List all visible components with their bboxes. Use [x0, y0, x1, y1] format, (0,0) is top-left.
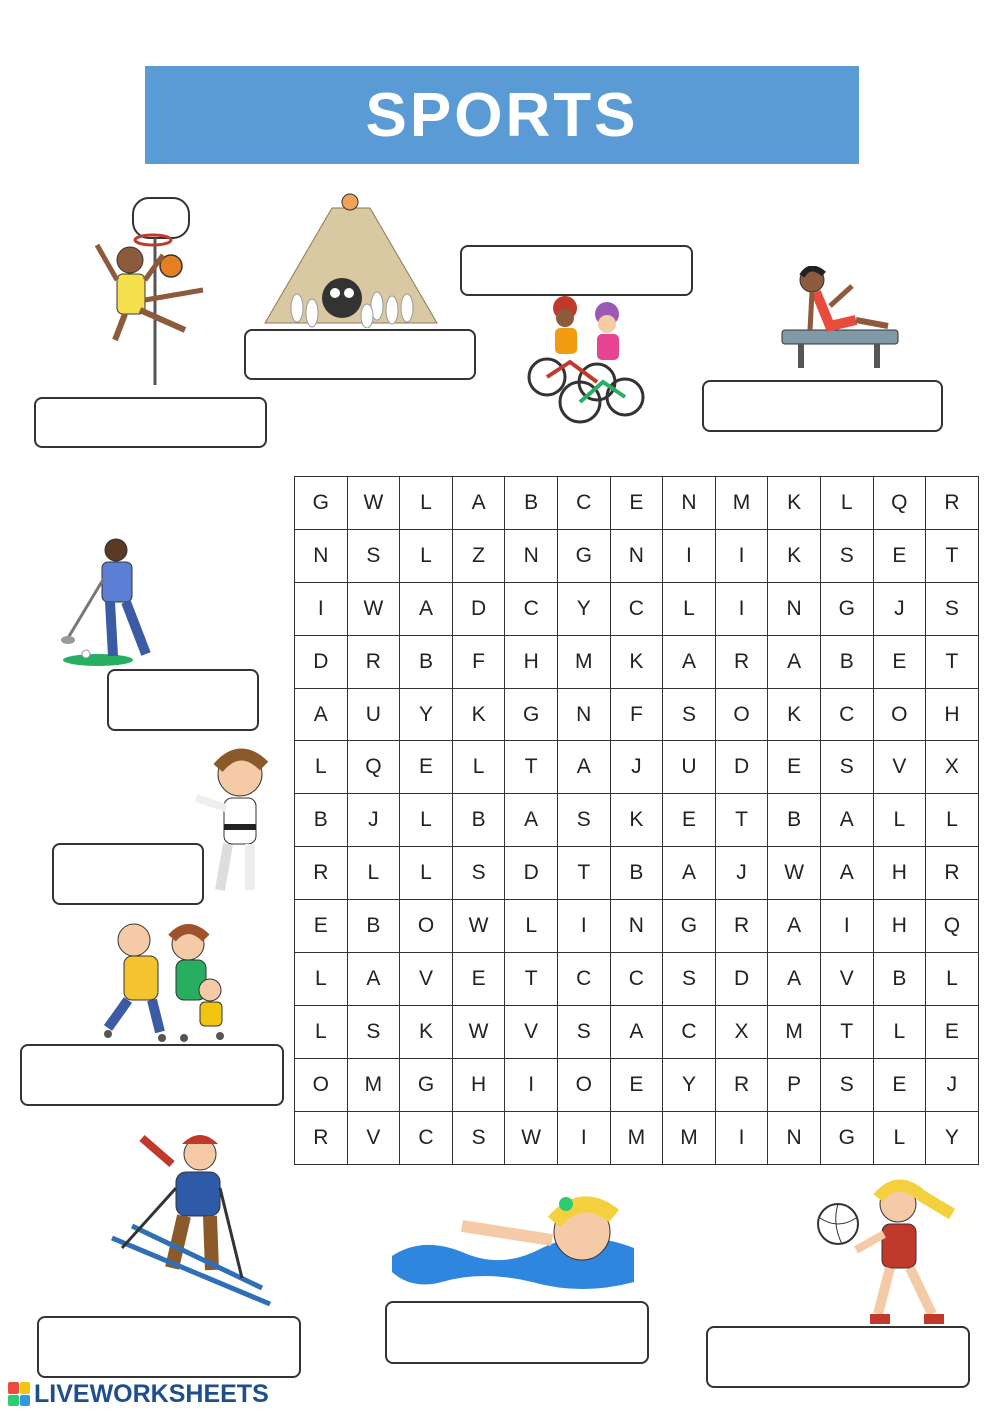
grid-cell[interactable]: S [557, 1005, 610, 1058]
grid-cell[interactable]: G [557, 529, 610, 582]
answer-box-bowling[interactable] [244, 329, 476, 380]
grid-cell[interactable]: W [347, 582, 400, 635]
grid-cell[interactable]: S [347, 1005, 400, 1058]
grid-cell[interactable]: Y [400, 688, 453, 741]
grid-cell[interactable]: T [926, 529, 979, 582]
grid-cell[interactable]: M [715, 477, 768, 530]
grid-cell[interactable]: S [663, 688, 716, 741]
grid-cell[interactable]: N [768, 582, 821, 635]
grid-cell[interactable]: W [452, 900, 505, 953]
grid-cell[interactable]: V [347, 1111, 400, 1164]
grid-cell[interactable]: A [557, 741, 610, 794]
grid-cell[interactable]: H [873, 847, 926, 900]
grid-cell[interactable]: I [505, 1058, 558, 1111]
basketball-player-icon [85, 190, 220, 390]
grid-cell[interactable]: E [400, 741, 453, 794]
grid-cell[interactable]: E [610, 1058, 663, 1111]
grid-cell[interactable]: W [505, 1111, 558, 1164]
grid-cell[interactable]: N [610, 529, 663, 582]
grid-cell[interactable]: Z [452, 529, 505, 582]
grid-cell[interactable]: E [610, 477, 663, 530]
grid-cell[interactable]: A [820, 794, 873, 847]
grid-cell[interactable]: C [400, 1111, 453, 1164]
grid-row [295, 847, 979, 900]
grid-cell[interactable]: S [452, 1111, 505, 1164]
rollerskating-icon [88, 918, 266, 1044]
grid-cell[interactable]: L [400, 529, 453, 582]
grid-cell[interactable]: H [926, 688, 979, 741]
grid-cell[interactable]: V [873, 741, 926, 794]
grid-cell[interactable]: E [873, 635, 926, 688]
grid-cell[interactable]: C [557, 953, 610, 1006]
grid-row [295, 1058, 979, 1111]
grid-cell[interactable]: J [715, 847, 768, 900]
grid-cell[interactable]: K [768, 688, 821, 741]
grid-row [295, 1005, 979, 1058]
grid-row [295, 953, 979, 1006]
grid-cell[interactable]: R [715, 1058, 768, 1111]
skiing-icon [102, 1118, 274, 1316]
grid-cell[interactable]: A [295, 688, 348, 741]
grid-cell[interactable]: G [400, 1058, 453, 1111]
grid-cell[interactable]: B [505, 477, 558, 530]
grid-cell[interactable]: S [663, 953, 716, 1006]
grid-cell[interactable]: H [452, 1058, 505, 1111]
grid-cell[interactable]: R [347, 635, 400, 688]
gymnastics-icon [780, 266, 900, 372]
grid-cell[interactable]: X [715, 1005, 768, 1058]
grid-cell[interactable]: I [557, 900, 610, 953]
grid-cell[interactable]: L [505, 900, 558, 953]
grid-cell[interactable]: K [610, 794, 663, 847]
grid-cell[interactable]: O [715, 688, 768, 741]
grid-cell[interactable]: Y [557, 582, 610, 635]
grid-cell[interactable]: Q [926, 900, 979, 953]
grid-cell[interactable]: C [663, 1005, 716, 1058]
grid-cell[interactable]: A [505, 794, 558, 847]
grid-cell[interactable]: S [557, 794, 610, 847]
grid-cell[interactable]: V [400, 953, 453, 1006]
logo-icon [8, 1382, 30, 1406]
grid-cell[interactable]: O [400, 900, 453, 953]
grid-cell[interactable]: G [295, 477, 348, 530]
grid-cell[interactable]: C [505, 582, 558, 635]
grid-cell[interactable]: B [820, 635, 873, 688]
grid-cell[interactable]: L [873, 1111, 926, 1164]
grid-cell[interactable]: L [926, 953, 979, 1006]
grid-cell[interactable]: A [400, 582, 453, 635]
grid-cell[interactable]: Q [873, 477, 926, 530]
grid-cell[interactable]: I [715, 529, 768, 582]
grid-cell[interactable]: H [505, 635, 558, 688]
grid-cell[interactable]: M [610, 1111, 663, 1164]
grid-cell[interactable]: E [452, 953, 505, 1006]
grid-cell[interactable]: A [663, 847, 716, 900]
grid-cell[interactable]: K [768, 529, 821, 582]
grid-cell[interactable]: L [400, 477, 453, 530]
grid-cell[interactable]: S [820, 741, 873, 794]
grid-cell[interactable]: L [295, 1005, 348, 1058]
grid-cell[interactable]: K [400, 1005, 453, 1058]
grid-cell[interactable]: I [295, 582, 348, 635]
cycling-icon [525, 292, 655, 427]
answer-box-gymnastics[interactable] [702, 380, 943, 432]
grid-cell[interactable]: C [820, 688, 873, 741]
grid-cell[interactable]: B [400, 635, 453, 688]
grid-cell[interactable]: A [768, 635, 821, 688]
grid-cell[interactable]: T [557, 847, 610, 900]
answer-box-basketball[interactable] [34, 397, 267, 448]
grid-cell[interactable]: M [557, 635, 610, 688]
grid-cell[interactable]: G [820, 582, 873, 635]
grid-cell[interactable]: L [400, 847, 453, 900]
grid-cell[interactable]: B [873, 953, 926, 1006]
grid-cell[interactable]: J [873, 582, 926, 635]
grid-row [295, 741, 979, 794]
grid-cell[interactable]: J [610, 741, 663, 794]
grid-cell[interactable]: D [452, 582, 505, 635]
grid-cell[interactable]: S [452, 847, 505, 900]
grid-cell[interactable]: B [295, 794, 348, 847]
grid-cell[interactable]: X [926, 741, 979, 794]
page-title: SPORTS [365, 80, 639, 150]
grid-cell[interactable]: H [873, 900, 926, 953]
grid-cell[interactable]: A [663, 635, 716, 688]
grid-cell[interactable]: G [820, 1111, 873, 1164]
grid-cell[interactable]: F [610, 688, 663, 741]
grid-cell[interactable]: K [610, 635, 663, 688]
grid-cell[interactable]: E [295, 900, 348, 953]
grid-cell[interactable]: M [663, 1111, 716, 1164]
grid-row [295, 582, 979, 635]
grid-cell[interactable]: L [295, 741, 348, 794]
grid-row [295, 529, 979, 582]
grid-cell[interactable]: V [820, 953, 873, 1006]
swimming-icon [382, 1186, 644, 1296]
grid-cell[interactable]: T [505, 953, 558, 1006]
grid-cell[interactable]: M [347, 1058, 400, 1111]
golf-icon [58, 538, 162, 670]
grid-cell[interactable]: G [505, 688, 558, 741]
grid-cell[interactable]: K [452, 688, 505, 741]
grid-cell[interactable]: N [295, 529, 348, 582]
grid-cell[interactable]: L [452, 741, 505, 794]
grid-cell[interactable]: A [347, 953, 400, 1006]
grid-row [295, 635, 979, 688]
title-banner [145, 66, 859, 164]
grid-cell[interactable]: L [820, 477, 873, 530]
grid-cell[interactable]: E [873, 1058, 926, 1111]
grid-cell[interactable]: D [715, 741, 768, 794]
grid-cell[interactable]: A [768, 900, 821, 953]
grid-cell[interactable]: E [873, 529, 926, 582]
volleyball-icon [812, 1174, 962, 1330]
grid-cell[interactable]: J [926, 1058, 979, 1111]
answer-box-skiing[interactable] [37, 1316, 301, 1378]
grid-cell[interactable]: O [557, 1058, 610, 1111]
grid-cell[interactable]: S [820, 529, 873, 582]
grid-cell[interactable]: O [295, 1058, 348, 1111]
grid-cell[interactable]: P [768, 1058, 821, 1111]
grid-cell[interactable]: N [768, 1111, 821, 1164]
grid-cell[interactable]: E [768, 741, 821, 794]
grid-cell[interactable]: S [926, 582, 979, 635]
grid-cell[interactable]: G [663, 900, 716, 953]
grid-cell[interactable]: R [295, 1111, 348, 1164]
grid-cell[interactable]: L [295, 953, 348, 1006]
grid-cell[interactable]: D [715, 953, 768, 1006]
grid-cell[interactable]: L [873, 1005, 926, 1058]
grid-cell[interactable]: N [505, 529, 558, 582]
grid-cell[interactable]: A [452, 477, 505, 530]
answer-box-golf[interactable] [107, 669, 259, 731]
grid-cell[interactable]: T [926, 635, 979, 688]
word-search-grid [294, 476, 979, 1165]
grid-cell[interactable]: S [820, 1058, 873, 1111]
logo-text: LIVEWORKSHEETS [34, 1379, 269, 1408]
grid-cell[interactable]: A [610, 1005, 663, 1058]
grid-cell[interactable]: D [505, 847, 558, 900]
grid-row [295, 900, 979, 953]
grid-cell[interactable]: Y [926, 1111, 979, 1164]
grid-cell[interactable]: I [820, 900, 873, 953]
grid-cell[interactable]: W [768, 847, 821, 900]
answer-box-volleyball[interactable] [706, 1326, 970, 1388]
grid-cell[interactable]: B [452, 794, 505, 847]
grid-cell[interactable]: O [873, 688, 926, 741]
grid-cell[interactable]: E [926, 1005, 979, 1058]
grid-row [295, 1111, 979, 1164]
grid-cell[interactable]: T [820, 1005, 873, 1058]
grid-cell[interactable]: F [452, 635, 505, 688]
answer-box-karate[interactable] [52, 843, 204, 905]
grid-cell[interactable]: E [663, 794, 716, 847]
answer-box-rollerskating[interactable] [20, 1044, 284, 1106]
grid-cell[interactable]: R [926, 477, 979, 530]
grid-cell[interactable]: T [715, 794, 768, 847]
grid-cell[interactable]: M [768, 1005, 821, 1058]
grid-cell[interactable]: C [610, 953, 663, 1006]
grid-cell[interactable]: I [715, 582, 768, 635]
grid-cell[interactable]: A [768, 953, 821, 1006]
grid-cell[interactable]: L [400, 794, 453, 847]
grid-cell[interactable]: R [295, 847, 348, 900]
grid-cell[interactable]: B [610, 847, 663, 900]
grid-cell[interactable]: Y [663, 1058, 716, 1111]
grid-row [295, 794, 979, 847]
grid-cell[interactable]: N [610, 900, 663, 953]
grid-cell[interactable]: L [926, 794, 979, 847]
grid-cell[interactable]: I [715, 1111, 768, 1164]
grid-row [295, 477, 979, 530]
bowling-icon [262, 188, 440, 328]
grid-cell[interactable]: B [768, 794, 821, 847]
grid-cell[interactable]: U [663, 741, 716, 794]
grid-cell[interactable]: R [926, 847, 979, 900]
grid-cell[interactable]: I [557, 1111, 610, 1164]
grid-cell[interactable]: V [505, 1005, 558, 1058]
grid-cell[interactable]: J [347, 794, 400, 847]
grid-cell[interactable]: L [347, 847, 400, 900]
grid-cell[interactable]: W [347, 477, 400, 530]
grid-cell[interactable]: S [347, 529, 400, 582]
grid-cell[interactable]: K [768, 477, 821, 530]
grid-cell[interactable]: R [715, 900, 768, 953]
grid-cell[interactable]: U [347, 688, 400, 741]
grid-cell[interactable]: C [557, 477, 610, 530]
grid-cell[interactable]: L [873, 794, 926, 847]
grid-cell[interactable]: Q [347, 741, 400, 794]
grid-cell[interactable]: D [295, 635, 348, 688]
answer-box-swimming[interactable] [385, 1301, 649, 1364]
grid-row [295, 688, 979, 741]
grid-cell[interactable]: N [663, 477, 716, 530]
grid-cell[interactable]: W [452, 1005, 505, 1058]
grid-cell[interactable]: N [557, 688, 610, 741]
grid-cell[interactable]: T [505, 741, 558, 794]
answer-box-cycling[interactable] [460, 245, 693, 296]
grid-cell[interactable]: C [610, 582, 663, 635]
grid-cell[interactable]: R [715, 635, 768, 688]
grid-cell[interactable]: L [663, 582, 716, 635]
grid-cell[interactable]: I [663, 529, 716, 582]
grid-cell[interactable]: A [820, 847, 873, 900]
grid-cell[interactable]: B [347, 900, 400, 953]
liveworksheets-logo [8, 1380, 269, 1408]
